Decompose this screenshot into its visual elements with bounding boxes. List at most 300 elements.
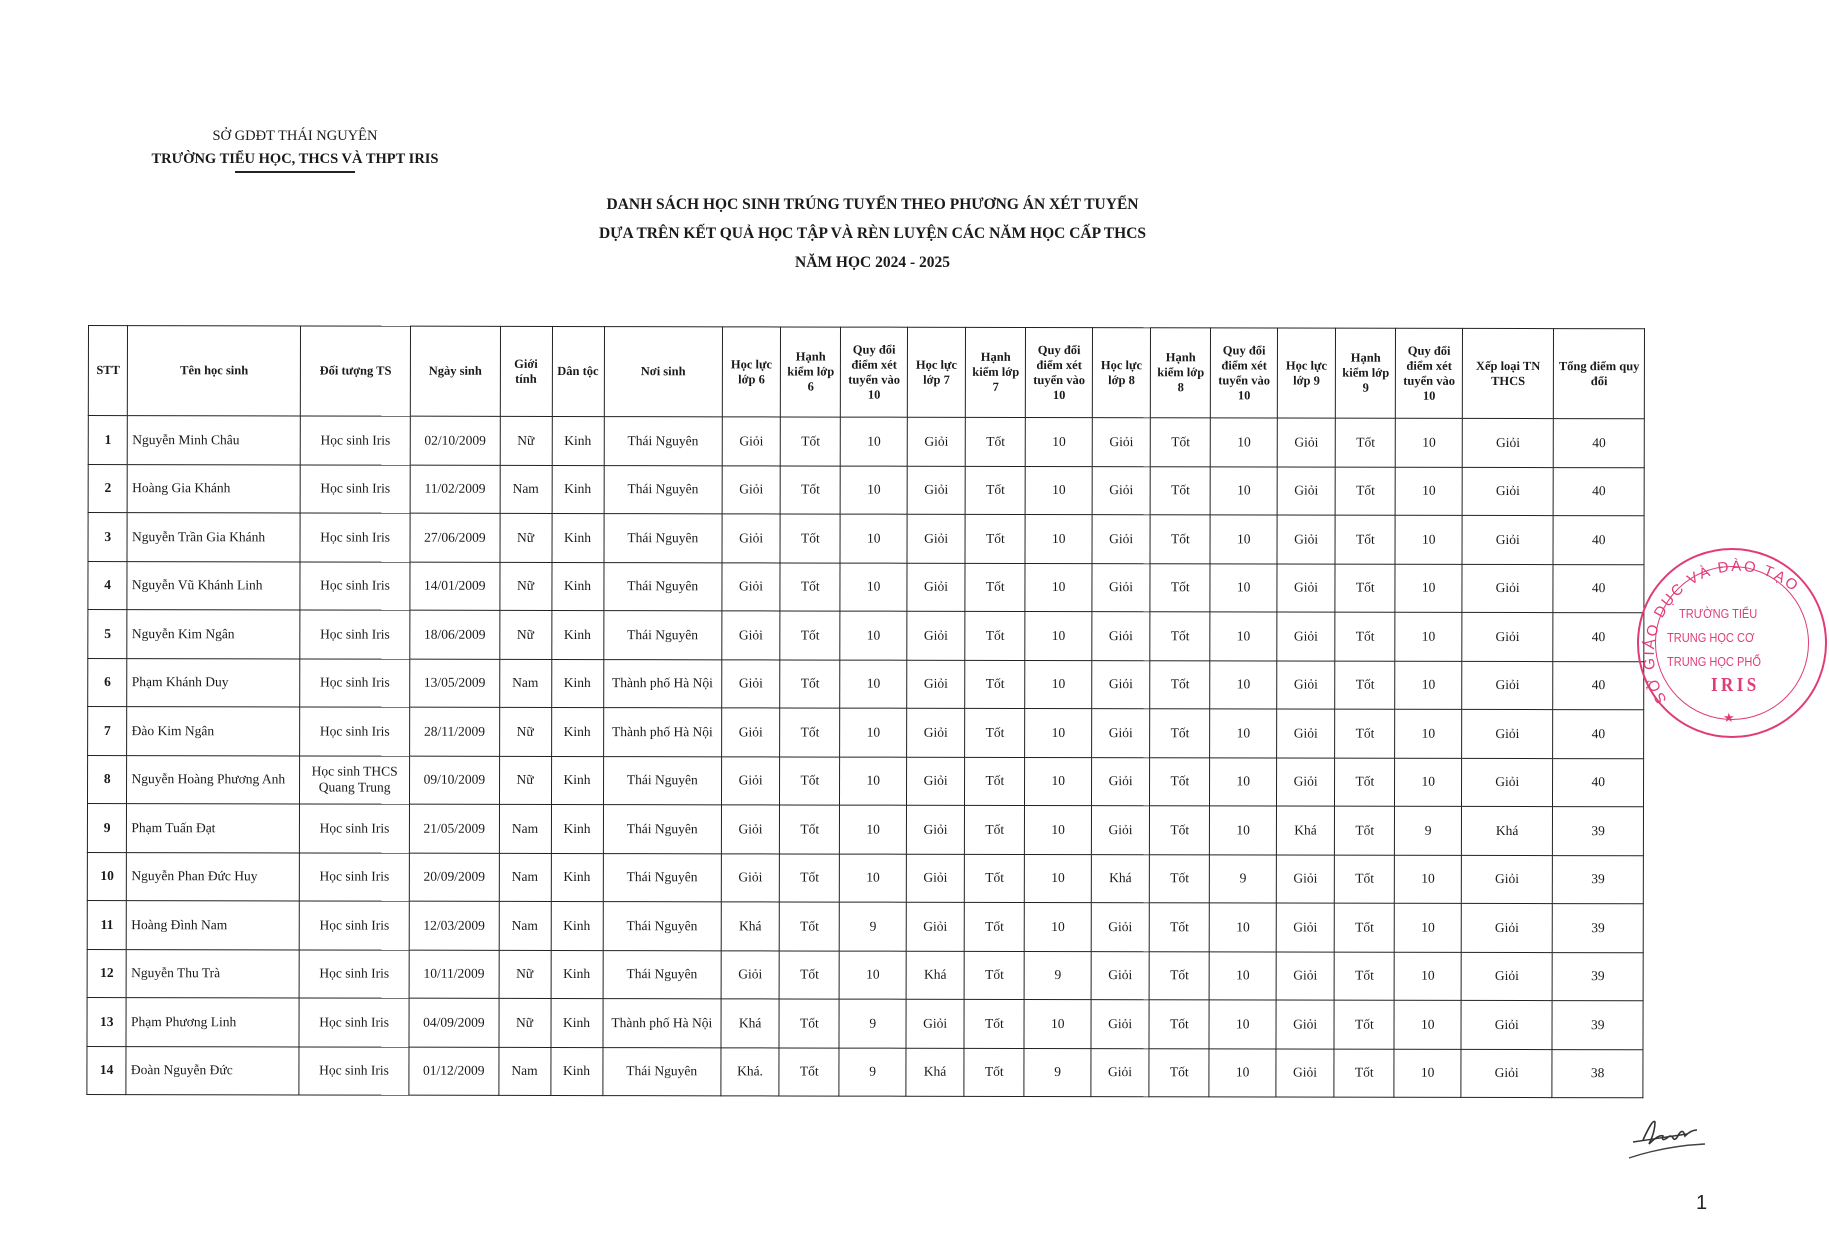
table-cell: 10	[1025, 563, 1092, 612]
table-cell: Nữ	[499, 998, 551, 1047]
table-cell: Phạm Khánh Duy	[127, 658, 300, 707]
column-header: Dân tộc	[552, 326, 604, 416]
table-cell: Giỏi	[1092, 612, 1150, 661]
table-cell: Giỏi	[1092, 418, 1150, 467]
table-cell: Giỏi	[721, 756, 779, 805]
table-cell: 12/03/2009	[409, 901, 498, 950]
table-cell: 39	[1553, 807, 1644, 856]
table-cell: Tốt	[1334, 903, 1394, 952]
table-cell: Giỏi	[1276, 757, 1334, 806]
table-cell: Học sinh Iris	[300, 416, 410, 465]
table-cell: 3	[88, 513, 128, 562]
table-cell: Giỏi	[1092, 709, 1150, 758]
table-cell: Tốt	[1335, 418, 1395, 467]
table-cell: Giỏi	[1092, 660, 1150, 709]
table-cell: Thái Nguyên	[604, 417, 723, 466]
column-header: Quy đổi điểm xét tuyển vào 10	[841, 327, 908, 417]
table-cell: 10	[840, 563, 907, 612]
table-cell: Tốt	[780, 659, 840, 708]
stamp-line-2: TRUNG HỌC CƠ	[1667, 630, 1755, 645]
table-row	[87, 949, 1643, 1001]
table-cell: 10	[1396, 418, 1463, 467]
document-title	[0, 190, 1745, 277]
table-cell: 10	[1210, 709, 1277, 758]
table-cell: Giỏi	[722, 562, 780, 611]
table-row	[88, 707, 1644, 759]
table-cell: 10	[840, 951, 907, 1000]
table-cell: 10	[1209, 1048, 1276, 1097]
table-cell: Giỏi	[906, 805, 964, 854]
table-cell: Giỏi	[1461, 952, 1553, 1001]
column-header: Học lực lớp 6	[722, 327, 780, 417]
table-cell: Thái Nguyên	[604, 465, 723, 514]
table-cell: Tốt	[780, 611, 840, 660]
table-cell: Tốt	[780, 465, 840, 514]
table-row	[87, 900, 1643, 952]
table-cell: 10	[841, 466, 908, 515]
table-cell: Kinh	[551, 950, 603, 999]
table-cell: Giỏi	[907, 514, 965, 563]
table-cell: Giỏi	[1277, 660, 1335, 709]
table-cell: Tốt	[964, 951, 1024, 1000]
table-cell: Nguyễn Kim Ngân	[127, 610, 300, 659]
table-cell: 14	[87, 1046, 127, 1095]
table-cell: Tốt	[1149, 1048, 1209, 1097]
table-cell: Kinh	[552, 513, 604, 562]
table-cell: Giỏi	[722, 514, 780, 563]
table-cell: Tốt	[780, 805, 840, 854]
table-cell: 10	[1394, 1049, 1461, 1098]
table-cell: 02/10/2009	[410, 416, 499, 465]
table-cell: Tốt	[1334, 1000, 1394, 1049]
table-cell: Tốt	[964, 999, 1024, 1048]
table-row	[88, 610, 1644, 662]
column-header: Học lực lớp 7	[907, 327, 965, 417]
table-cell: Giỏi	[722, 611, 780, 660]
column-header: Quy đổi điểm xét tuyển vào 10	[1396, 328, 1463, 418]
table-cell: 9	[1210, 854, 1277, 903]
table-cell: Tốt	[1150, 660, 1210, 709]
table-cell: Nữ	[499, 756, 551, 805]
table-cell: 10	[1210, 660, 1277, 709]
table-cell: Giỏi	[1091, 1048, 1149, 1097]
table-cell: Nguyễn Hoàng Phương Anh	[127, 755, 300, 804]
table-cell: 10	[1210, 563, 1277, 612]
table-cell: Thành phố Hà Nội	[602, 999, 721, 1048]
table-cell: Giỏi	[1091, 903, 1149, 952]
table-row	[88, 658, 1644, 710]
table-cell: Nguyễn Vũ Khánh Linh	[127, 561, 300, 610]
table-cell: Giỏi	[1462, 515, 1554, 564]
table-cell: 10/11/2009	[409, 950, 498, 999]
table-cell: 10	[840, 611, 907, 660]
table-cell: Giỏi	[1276, 854, 1334, 903]
table-cell: 10	[1210, 903, 1277, 952]
table-cell: 4	[88, 561, 128, 610]
table-cell: Tốt	[965, 466, 1025, 515]
table-cell: Giỏi	[1461, 758, 1553, 807]
table-cell: Tốt	[1150, 418, 1210, 467]
table-cell: Giỏi	[907, 708, 965, 757]
stamp-line-1: TRƯỜNG TIỂU	[1679, 606, 1758, 621]
table-cell: 39	[1553, 855, 1644, 904]
table-cell: Khá	[721, 999, 779, 1048]
table-cell: Nữ	[499, 950, 551, 999]
table-cell: Giỏi	[907, 563, 965, 612]
table-cell: Đoàn Nguyễn Đức	[126, 1046, 299, 1095]
table-cell: Nam	[498, 1047, 550, 1096]
table-cell: 12	[87, 949, 127, 998]
table-cell: 10	[840, 854, 907, 903]
table-cell: Thành phố Hà Nội	[603, 708, 722, 757]
table-cell: Nguyễn Phan Đức Huy	[127, 852, 300, 901]
table-cell: Tốt	[1150, 709, 1210, 758]
table-cell: 10	[1210, 612, 1277, 661]
column-header: Quy đổi điểm xét tuyển vào 10	[1211, 328, 1278, 418]
table-cell: 39	[1553, 904, 1644, 953]
table-cell: Giỏi	[721, 853, 779, 902]
table-cell: Giỏi	[1277, 515, 1335, 564]
table-cell: 10	[1395, 612, 1462, 661]
table-cell: 10	[1025, 757, 1092, 806]
table-cell: Giỏi	[907, 660, 965, 709]
table-row	[88, 561, 1644, 613]
table-cell: Tốt	[965, 514, 1025, 563]
table-cell: Tốt	[1334, 1049, 1394, 1098]
table-cell: Giỏi	[1092, 466, 1150, 515]
table-cell: Thái Nguyên	[603, 902, 722, 951]
table-cell: Nguyễn Minh Châu	[128, 416, 301, 465]
school-name: TRƯỜNG TIỂU HỌC, THCS VÀ THPT IRIS	[151, 151, 439, 167]
table-cell: 13	[87, 997, 127, 1046]
table-cell: Giỏi	[1277, 418, 1335, 467]
table-cell: 7	[88, 707, 128, 756]
table-cell: Giỏi	[906, 902, 964, 951]
table-cell: Tốt	[965, 708, 1025, 757]
table-cell: Tốt	[1334, 855, 1394, 904]
signature-icon	[1625, 1108, 1715, 1168]
table-cell: 18/06/2009	[410, 610, 499, 659]
table-cell: Khá	[721, 902, 779, 951]
table-cell: 10	[1211, 418, 1278, 467]
table-cell: Giỏi	[722, 708, 780, 757]
title-line-2: DỰA TRÊN KẾT QUẢ HỌC TẬP VÀ RÈN LUYỆN CÁC NĂM HỌC CẤP THCS	[598, 225, 1147, 242]
table-row	[88, 513, 1644, 565]
table-cell: Đào Kim Ngân	[127, 707, 300, 756]
table-cell: 8	[87, 755, 127, 804]
table-cell: Học sinh Iris	[300, 707, 410, 756]
table-cell: 10	[1025, 660, 1092, 709]
table-cell: 10	[1024, 999, 1091, 1048]
table-cell: 10	[1026, 417, 1093, 466]
table-cell: Thái Nguyên	[602, 1047, 721, 1096]
table-cell: Tốt	[964, 854, 1024, 903]
table-cell: Giỏi	[906, 854, 964, 903]
table-cell: 10	[1025, 902, 1092, 951]
table-cell: Kinh	[551, 610, 603, 659]
table-cell: Nam	[499, 659, 551, 708]
table-cell: Giỏi	[722, 465, 780, 514]
table-cell: Tốt	[1150, 466, 1210, 515]
table-cell: Giỏi	[722, 659, 780, 708]
column-header: Xếp loại TN THCS	[1462, 328, 1554, 418]
table-cell: Giỏi	[1092, 563, 1150, 612]
table-cell: Tốt	[1335, 612, 1395, 661]
table-cell: 14/01/2009	[410, 562, 499, 611]
table-cell: Giỏi	[906, 757, 964, 806]
table-cell: 10	[1025, 708, 1092, 757]
table-cell: Giỏi	[1276, 1000, 1334, 1049]
column-header: Hạnh kiểm lớp 6	[780, 327, 840, 417]
table-cell: 09/10/2009	[410, 756, 499, 805]
table-cell: Giỏi	[1277, 563, 1335, 612]
column-header: Hạnh kiểm lớp 8	[1150, 328, 1210, 418]
table-cell: Nữ	[499, 610, 551, 659]
table-cell: Giỏi	[907, 466, 965, 515]
table-cell: Giỏi	[1091, 757, 1149, 806]
table-cell: Thái Nguyên	[604, 514, 723, 563]
table-cell: Giỏi	[907, 611, 965, 660]
table-cell: Nữ	[500, 416, 552, 465]
table-cell: 27/06/2009	[410, 513, 499, 562]
table-cell: 10	[840, 660, 907, 709]
table-body	[87, 416, 1644, 1098]
table-cell: Tốt	[1150, 612, 1210, 661]
table-cell: Giỏi	[1461, 903, 1553, 952]
column-header: Học lực lớp 9	[1277, 328, 1335, 418]
table-cell: 13/05/2009	[410, 659, 499, 708]
table-cell: Tốt	[780, 708, 840, 757]
table-cell: Tốt	[1149, 854, 1209, 903]
table-row	[87, 804, 1643, 856]
table-cell: 40	[1553, 661, 1644, 710]
table-cell: Khá.	[721, 1047, 779, 1096]
table-cell: Học sinh Iris	[299, 901, 409, 950]
table-cell: 39	[1552, 1001, 1643, 1050]
table-cell: Kinh	[550, 1047, 602, 1096]
table-cell: 40	[1554, 419, 1645, 468]
table-cell: 10	[1395, 709, 1462, 758]
stamp-line-3: TRUNG HỌC PHỔ	[1667, 654, 1761, 669]
table-cell: 2	[88, 464, 128, 513]
table-cell: Giỏi	[1276, 903, 1334, 952]
table-cell: Tốt	[965, 805, 1025, 854]
table-cell: 40	[1553, 516, 1644, 565]
title-line-3: NĂM HỌC 2024 - 2025	[795, 254, 950, 271]
table-cell: 10	[1395, 952, 1462, 1001]
table-cell: 9	[839, 999, 906, 1048]
table-cell: Giỏi	[1277, 612, 1335, 661]
table-cell: Tốt	[965, 660, 1025, 709]
table-cell: Nam	[499, 853, 551, 902]
table-cell: 9	[840, 902, 907, 951]
table-cell: Học sinh Iris	[300, 464, 410, 513]
table-cell: 10	[1395, 903, 1462, 952]
table-cell: Khá	[906, 1048, 964, 1097]
table-cell: Giỏi	[721, 805, 779, 854]
table-cell: Khá	[1276, 806, 1334, 855]
table-cell: Giỏi	[1276, 951, 1334, 1000]
table-cell: Kinh	[551, 804, 603, 853]
table-cell: Kinh	[551, 901, 603, 950]
table-cell: Tốt	[965, 563, 1025, 612]
table-cell: 10	[1025, 805, 1092, 854]
table-row	[87, 755, 1643, 807]
table-cell: 10	[1210, 757, 1277, 806]
table-cell: Giỏi	[906, 999, 964, 1048]
table-cell: Nam	[499, 901, 551, 950]
table-cell: 10	[1025, 854, 1092, 903]
svg-text:SỞ GIÁO DỤC VÀ ĐÀO TẠO: SỞ GIÁO DỤC VÀ ĐÀO TẠO	[1640, 557, 1803, 707]
table-cell: 10	[840, 805, 907, 854]
table-cell: Tốt	[1335, 661, 1395, 710]
table-cell: Giỏi	[1092, 515, 1150, 564]
table-cell: Tốt	[965, 417, 1025, 466]
table-cell: 10	[1394, 1000, 1461, 1049]
table-cell: Phạm Tuấn Đạt	[127, 804, 300, 853]
table-cell: Kinh	[551, 998, 603, 1047]
table-cell: Giỏi	[1091, 806, 1149, 855]
table-cell: Thái Nguyên	[603, 562, 722, 611]
table-cell: Nguyễn Trần Gia Khánh	[127, 513, 300, 562]
table-cell: Tốt	[1149, 1000, 1209, 1049]
table-cell: Tốt	[1150, 757, 1210, 806]
table-cell: Tốt	[965, 611, 1025, 660]
table-cell: Giỏi	[1461, 1000, 1553, 1049]
column-header: Hạnh kiểm lớp 9	[1335, 328, 1395, 418]
table-cell: Khá	[1091, 854, 1149, 903]
table-cell: 10	[1209, 1000, 1276, 1049]
table-cell: Giỏi	[1091, 951, 1149, 1000]
table-cell: Thành phố Hà Nội	[603, 659, 722, 708]
table-cell: Tốt	[1335, 758, 1395, 807]
table-cell: Giỏi	[1462, 661, 1554, 710]
table-cell: Tốt	[1149, 903, 1209, 952]
table-cell: 40	[1553, 613, 1644, 662]
table-cell: Kinh	[551, 756, 603, 805]
table-cell: Tốt	[780, 756, 840, 805]
table-cell: 10	[87, 852, 127, 901]
table-cell: 10	[1395, 564, 1462, 613]
table-cell: Giỏi	[1462, 467, 1554, 516]
table-cell: 11	[87, 900, 127, 949]
table-cell: 10	[1025, 611, 1092, 660]
table-cell: Học sinh Iris	[299, 852, 409, 901]
table-cell: 9	[1025, 951, 1092, 1000]
table-cell: Học sinh Iris	[300, 610, 410, 659]
table-cell: Giỏi	[1461, 855, 1553, 904]
table-cell: 10	[1210, 951, 1277, 1000]
table-cell: Giỏi	[722, 417, 780, 466]
table-cell: Giỏi	[1462, 709, 1554, 758]
column-header: Giới tính	[500, 326, 552, 416]
table-cell: 10	[1210, 806, 1277, 855]
table-cell: 9	[1395, 806, 1462, 855]
table-row	[87, 852, 1643, 904]
table-cell: 40	[1553, 758, 1644, 807]
table-cell: Thái Nguyên	[603, 805, 722, 854]
table-cell: Giỏi	[1277, 709, 1335, 758]
column-header: Đối tượng TS	[300, 326, 410, 416]
table-cell: Giỏi	[721, 950, 779, 999]
table-cell: 10	[1210, 515, 1277, 564]
table-cell: Học sinh THCS Quang Trung	[300, 755, 410, 804]
table-cell: Thái Nguyên	[603, 756, 722, 805]
table-cell: Kinh	[552, 416, 604, 465]
table-cell: 9	[839, 1048, 906, 1097]
table-cell: Kinh	[551, 853, 603, 902]
table-cell: Tốt	[1150, 515, 1210, 564]
table-cell: 39	[1553, 952, 1644, 1001]
table-cell: 10	[840, 514, 907, 563]
table-cell: Thái Nguyên	[603, 611, 722, 660]
table-cell: Nam	[499, 804, 551, 853]
table-cell: Kinh	[551, 707, 603, 756]
table-cell: 9	[1024, 1048, 1091, 1097]
table-cell: 10	[1395, 515, 1462, 564]
table-cell: Học sinh Iris	[299, 804, 409, 853]
column-header: Quy đổi điểm xét tuyển vào 10	[1026, 327, 1093, 417]
table-row	[88, 464, 1644, 516]
table-cell: 10	[1395, 758, 1462, 807]
header-underline	[235, 171, 355, 173]
table-cell: Kinh	[551, 659, 603, 708]
table-cell: Học sinh Iris	[300, 561, 410, 610]
table-cell: 10	[840, 708, 907, 757]
table-cell: Tốt	[1334, 952, 1394, 1001]
table-cell: Nữ	[499, 707, 551, 756]
table-cell: Tốt	[780, 514, 840, 563]
table-cell: Kinh	[552, 465, 604, 514]
table-header-row	[88, 326, 1644, 419]
table-cell: Nữ	[499, 562, 551, 611]
table-cell: 5	[88, 610, 128, 659]
table-cell: 10	[1395, 661, 1462, 710]
table-cell: Tốt	[1149, 951, 1209, 1000]
column-header: Hạnh kiểm lớp 7	[965, 327, 1025, 417]
table-cell: 9	[87, 804, 127, 853]
agency-name: SỞ GDĐT THÁI NGUYÊN	[212, 128, 378, 144]
admission-table	[86, 325, 1645, 1098]
table-cell: 10	[1025, 514, 1092, 563]
table-cell: 6	[88, 658, 128, 707]
table-cell: Tốt	[779, 1047, 839, 1096]
table-cell: 04/09/2009	[409, 998, 498, 1047]
table-cell: 40	[1553, 564, 1644, 613]
table-cell: Giỏi	[1277, 466, 1335, 515]
table-cell: 10	[1396, 467, 1463, 516]
table-cell: Nguyễn Thu Trà	[127, 949, 300, 998]
table-cell: Tốt	[779, 902, 839, 951]
table-cell: Giỏi	[1461, 1049, 1553, 1098]
table-cell: 01/12/2009	[409, 1047, 498, 1096]
table-cell: Giỏi	[1462, 612, 1554, 661]
table-cell: 11/02/2009	[410, 465, 499, 514]
table-cell: Tốt	[1335, 467, 1395, 516]
table-cell: Kinh	[551, 562, 603, 611]
table-cell: Tốt	[779, 950, 839, 999]
table-cell: Thái Nguyên	[603, 853, 722, 902]
stamp-star-icon: ★	[1723, 710, 1735, 725]
table-cell: Giỏi	[1091, 1000, 1149, 1049]
table-cell: Phạm Phương Linh	[126, 998, 299, 1047]
column-header: Học lực lớp 8	[1092, 328, 1150, 418]
page-number: 1	[1696, 1192, 1708, 1214]
table-cell: Tốt	[1335, 564, 1395, 613]
table-cell: 40	[1554, 467, 1645, 516]
table-row	[88, 416, 1644, 468]
table-cell: Tốt	[779, 853, 839, 902]
